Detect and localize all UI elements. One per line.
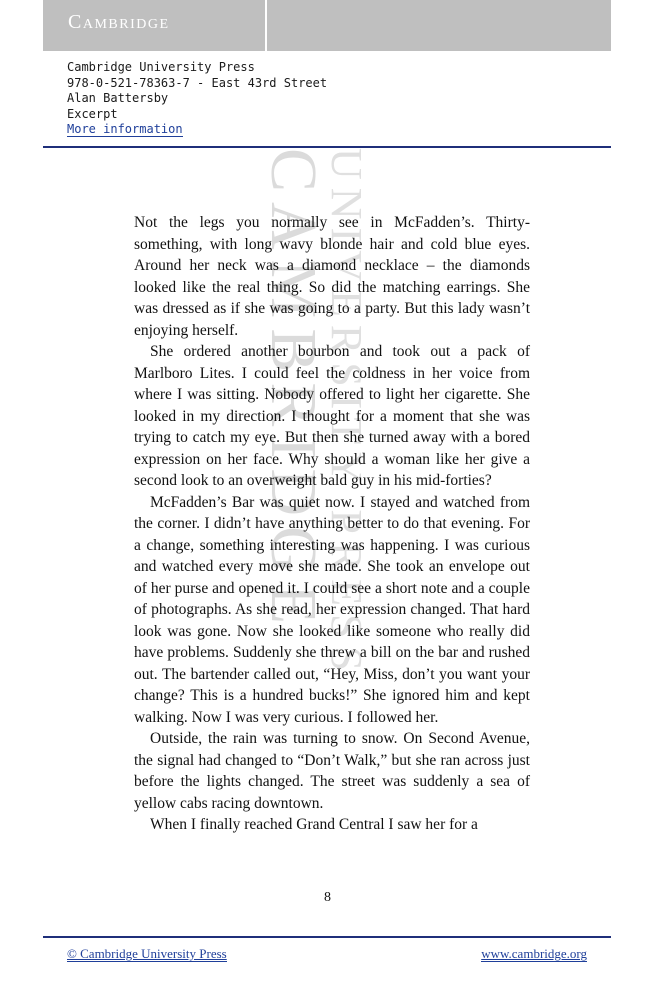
footer-rule: [43, 936, 611, 938]
excerpt-body: [134, 212, 530, 836]
more-information-link[interactable]: More information: [67, 122, 183, 136]
paragraph: Outside, the rain was turning to snow. On Second Avenue, the signal had changed to “Don’t Walk,” but she ran across just before the lights changed. The street was suddenly a sea of yellow cabs racing downtown.: [134, 730, 530, 812]
header-banner: [43, 0, 611, 51]
publisher-name: Cambridge University Press: [67, 60, 255, 74]
header-rule: [43, 146, 611, 148]
watermark-line-2: UNIVERSITY PRESS: [322, 148, 371, 679]
document-type: Excerpt: [67, 106, 118, 121]
cambridge-logo: Cambridge: [68, 11, 170, 33]
author-name: Alan Battersby: [67, 91, 169, 105]
paragraph: When I finally reached Grand Central I saw her for a: [150, 816, 478, 833]
book-metadata: [67, 60, 327, 138]
paragraph: McFadden’s Bar was quiet now. I stayed and watched from the corner. I didn’t have anything better to do that evening. For a change, something interesting was happening. I was curious and watched every move she made. She took an envelope out of her purse and opened it. I could see a short note and a couple of photographs. As she read, her expression changed. That hard look was gone. Now she looked like someone who really did have problems. Suddenly she threw a bill on the bar and rushed out. The bartender called out, “Hey, Miss, don’t you want your change? This is a hundred bucks!” She ignored him and kept walking. Now I was very curious. I followed her.: [134, 493, 530, 726]
paragraph: She ordered another bourbon and took out a pack of Marlboro Lites. I could feel the coldness in her voice from where I was sitting. Nobody offered to light her cigarette. She looked in my direction. I thought for a moment that she was trying to catch my eye. But then she turned away with a bored expression on her face. Why should a woman like her give a second look to an overweight bald guy in his mid-forties?: [134, 343, 530, 489]
watermark-line-1: CAMBRIDGE: [257, 148, 330, 635]
isbn-title: 978-0-521-78363-7 - East 43rd Street: [67, 75, 328, 90]
website-link[interactable]: www.cambridge.org: [481, 946, 587, 961]
paragraph: Not the legs you normally see in McFadden’s. Thirty-something, with long wavy blonde hair and cold blue eyes. Around her neck was a diamond necklace – the diamonds looked like the real thing. So did the matching earrings. She was dressed as if she was going to a party. But this lady wasn’t enjoying herself.: [134, 214, 530, 339]
copyright-link[interactable]: © Cambridge University Press: [67, 946, 227, 961]
banner-divider: [265, 0, 267, 51]
page-number: 8: [324, 890, 331, 905]
